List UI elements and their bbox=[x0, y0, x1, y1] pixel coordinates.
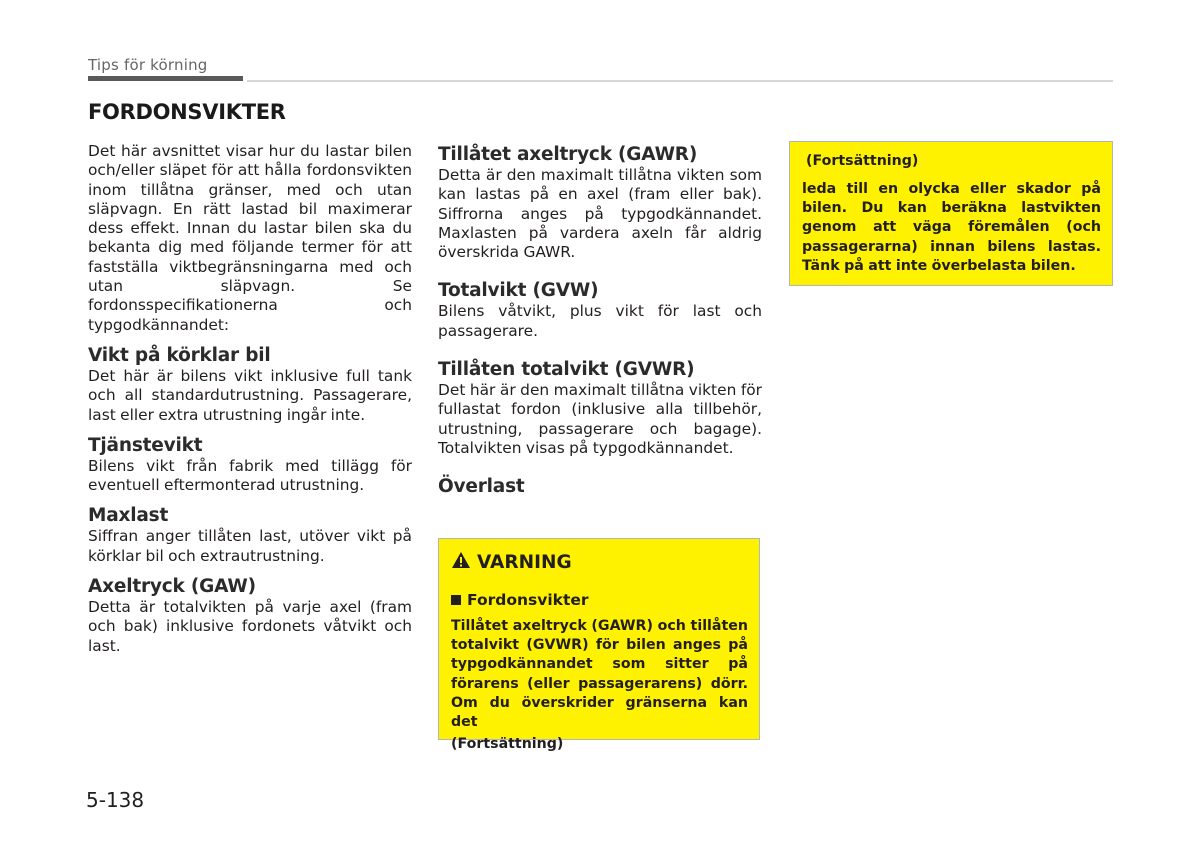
section-kerb-weight bbox=[88, 345, 412, 425]
page-title: FORDONSVIKTER bbox=[88, 100, 286, 124]
section-text: Siffran anger tillåten last, utöver vikt på körklar bil och extrautrustning. bbox=[88, 527, 412, 565]
column-middle bbox=[438, 144, 762, 498]
section-heading: Maxlast bbox=[88, 505, 169, 527]
section-gaw bbox=[88, 576, 412, 656]
section-heading: Totalvikt (GVW) bbox=[438, 280, 599, 302]
section-heading: Axeltryck (GAW) bbox=[88, 576, 256, 598]
section-heading: Tillåtet axeltryck (GAWR) bbox=[438, 144, 698, 165]
warning-continued: (Fortsättning) bbox=[451, 736, 564, 753]
section-gawr bbox=[438, 144, 762, 262]
section-heading: Vikt på körklar bil bbox=[88, 344, 271, 366]
warning-title-text: VARNING bbox=[477, 552, 572, 573]
column-left bbox=[88, 142, 412, 656]
warning-subtitle bbox=[451, 591, 748, 609]
section-heading: Tillåten totalvikt (GVWR) bbox=[438, 359, 695, 381]
continuation-heading: (Fortsättning) bbox=[806, 153, 919, 169]
section-max-load bbox=[88, 505, 412, 566]
continuation-box bbox=[789, 141, 1113, 286]
warning-triangle-icon bbox=[451, 551, 471, 574]
section-text: Bilens våtvikt, plus vikt för last och passagerare. bbox=[438, 302, 762, 340]
warning-title bbox=[451, 551, 748, 574]
intro-paragraph: Det här avsnittet visar hur du lastar bilen och/eller släpet för att hålla fordonsvikten inom tillåtna gränser, med och utan släpvagn. En rätt lastad bil maximerar dess effekt. Innan du lastar bilen ska du bekanta dig med följande termer för att fastställa viktbegränsningarna med och utan släpvagn. Se fordonsspecifikationerna och typgodkännandet: bbox=[88, 142, 412, 334]
section-curb-weight bbox=[88, 435, 412, 496]
section-text: Det här är bilens vikt inklusive full tank och all standardutrustning. Passagerare, last eller extra utrustning ingår inte. bbox=[88, 366, 412, 424]
page-number: 5-138 bbox=[86, 788, 145, 812]
section-heading: Överlast bbox=[438, 476, 525, 498]
section-gvwr bbox=[438, 359, 762, 458]
section-gvw bbox=[438, 280, 762, 341]
section-overload bbox=[438, 476, 762, 498]
header-bar bbox=[88, 76, 243, 81]
continuation-text: leda till en olycka eller skador på bilen. Du kan beräkna lastvikten genom att väga föremålen (och passagerarna) innan bilens lastas. Tänk på att inte överbelasta bilen. bbox=[802, 181, 1101, 274]
warning-text: Tillåtet axeltryck (GAWR) och tillåten totalvikt (GVWR) för bilen anges på typgodkännandet som sitter på förarens (eller passagerarens) dörr. Om du överskrider gränserna kan det bbox=[451, 618, 748, 731]
section-text: Det här är den maximalt tillåtna vikten för fullastat fordon (inklusive alla tillbehör, utrustning, passagerare och bagage). Totalvikten visas på typgodkännandet. bbox=[438, 381, 762, 457]
section-label: Tips för körning bbox=[88, 56, 208, 74]
warning-box bbox=[438, 538, 760, 753]
section-text: Bilens vikt från fabrik med tillägg för eventuell eftermonterad utrustning. bbox=[88, 456, 412, 495]
section-text: Detta är den maximalt tillåtna vikten som kan lastas på en axel (fram eller bak). Siffrorna anges på typgodkännandet. Maxlasten på vardera axeln får aldrig överskrida GAWR. bbox=[438, 166, 762, 262]
section-heading: Tjänstevikt bbox=[88, 434, 203, 456]
warning-subtitle-text: Fordonsvikter bbox=[467, 591, 589, 609]
section-text: Detta är totalvikten på varje axel (fram och bak) inklusive fordonets våtvikt och last. bbox=[88, 598, 412, 655]
header-rule bbox=[247, 80, 1113, 82]
square-bullet-icon bbox=[451, 595, 461, 605]
